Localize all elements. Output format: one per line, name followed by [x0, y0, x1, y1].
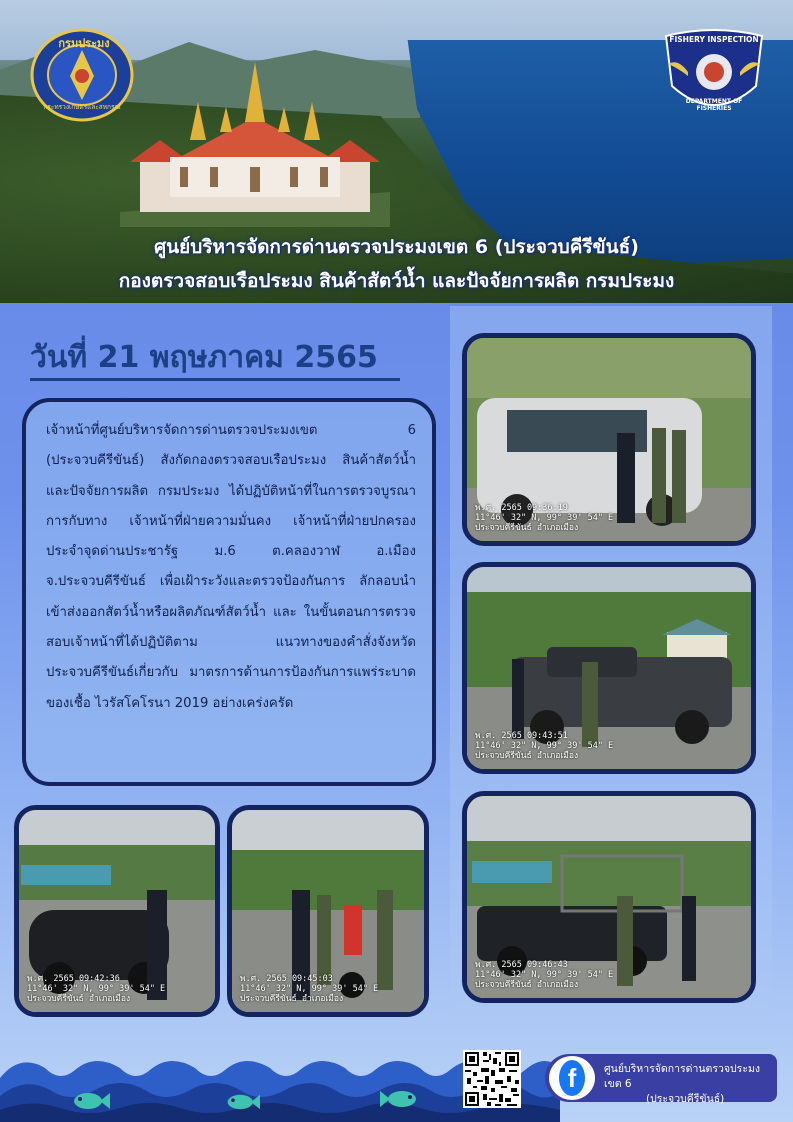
photo-car-inspection	[14, 805, 220, 1017]
body-text-box	[22, 398, 436, 786]
photo-stamp: พ.ศ. 2565 09:43:51 11°46' 32" N, 99° 39' 54" E ประจวบคีรีขันธ์ อำเภอเมือง	[475, 731, 614, 761]
photo-stamp: พ.ศ. 2565 09:36:19 11°46' 32" N, 99° 39' 54" E ประจวบคีรีขันธ์ อำเภอเมือง	[475, 503, 614, 533]
photo-truck-inspection	[462, 791, 756, 1003]
temple-illustration	[120, 62, 390, 227]
facebook-page-line2: (ประจวบคีรีขันธ์)	[646, 1093, 725, 1105]
logo-left-subtext: กระทรวงเกษตรและสหกรณ์	[43, 103, 121, 111]
facebook-icon[interactable]: f	[559, 1060, 585, 1096]
date-heading: วันที่ 21 พฤษภาคม 2565	[30, 340, 378, 375]
header-title-line1: ศูนย์บริหารจัดการด่านตรวจประมงเขต 6 (ประจวบคีรีขันธ์)	[154, 236, 639, 258]
header-banner	[0, 0, 793, 303]
logo-left-text: กรมประมง	[58, 37, 110, 50]
logo-right-text-bottom: DEPARTMENT OF FISHERIES	[685, 98, 743, 112]
photo-stamp: พ.ศ. 2565 09:42:36 11°46' 32" N, 99° 39' 54" E ประจวบคีรีขันธ์ อำเภอเมือง	[27, 974, 166, 1004]
header-title-line2: กองตรวจสอบเรือประมง สินค้าสัตว์น้ำ และปัจจัยการผลิต กรมประมง	[118, 270, 675, 292]
qr-code[interactable]	[463, 1050, 521, 1108]
photo-stamp: พ.ศ. 2565 09:46:43 11°46' 32" N, 99° 39' 54" E ประจวบคีรีขันธ์ อำเภอเมือง	[475, 960, 614, 990]
facebook-page-line1: ศูนย์บริหารจัดการด่านตรวจประมงเขต 6	[604, 1063, 761, 1090]
photo-stamp: พ.ศ. 2565 09:45:03 11°46' 32" N, 99° 39' 54" E ประจวบคีรีขันธ์ อำเภอเมือง	[240, 974, 379, 1004]
fish-icon	[380, 1088, 420, 1110]
photo-pickup-inspection	[462, 562, 756, 774]
fish-icon	[70, 1090, 110, 1112]
fish-icon	[224, 1092, 260, 1112]
date-underline	[30, 378, 400, 381]
logo-right-text-top: FISHERY INSPECTION	[669, 35, 759, 44]
photo-van-inspection	[462, 333, 756, 546]
facebook-page-name[interactable]	[604, 1062, 774, 1107]
photo-motorcycle-inspection	[227, 805, 429, 1017]
body-text: เจ้าหน้าที่ศูนย์บริหารจัดการด่านตรวจประมงเขต 6 (ประจวบคีรีขันธ์) สังกัดกองตรวจสอบเรือประมง สินค้าสัตว์น้ำ และปัจจัยการผลิต กรมประมง ได้ปฏิบัติหน้าที่ในการตรวจบูรณาการกับทาง เจ้าหน้าที่ฝ่ายความมั่นคง เจ้าหน้าที่ฝ่ายปกครอง ประจำจุดด่านประชารัฐ ม.6 ต.คลองวาฬ อ.เมือง จ.ประจวบคีรีขันธ์ เพื่อเฝ้าระวังและตรวจป้องกันการ ลักลอบนำเข้าส่งออกสัตว์น้ำหรือผลิตภัณฑ์สัตว์น้ำ และ ในขั้นตอนการตรวจสอบเจ้าหน้าที่ได้ปฏิบัติตาม แนวทางของคำสั่งจังหวัดประจวบคีรีขันธ์เกี่ยวกับ มาตรการด้านการป้องกันการแพร่ระบาดของเชื้อ ไวรัสโคโรนา 2019 อย่างเคร่งครัด	[46, 423, 416, 711]
